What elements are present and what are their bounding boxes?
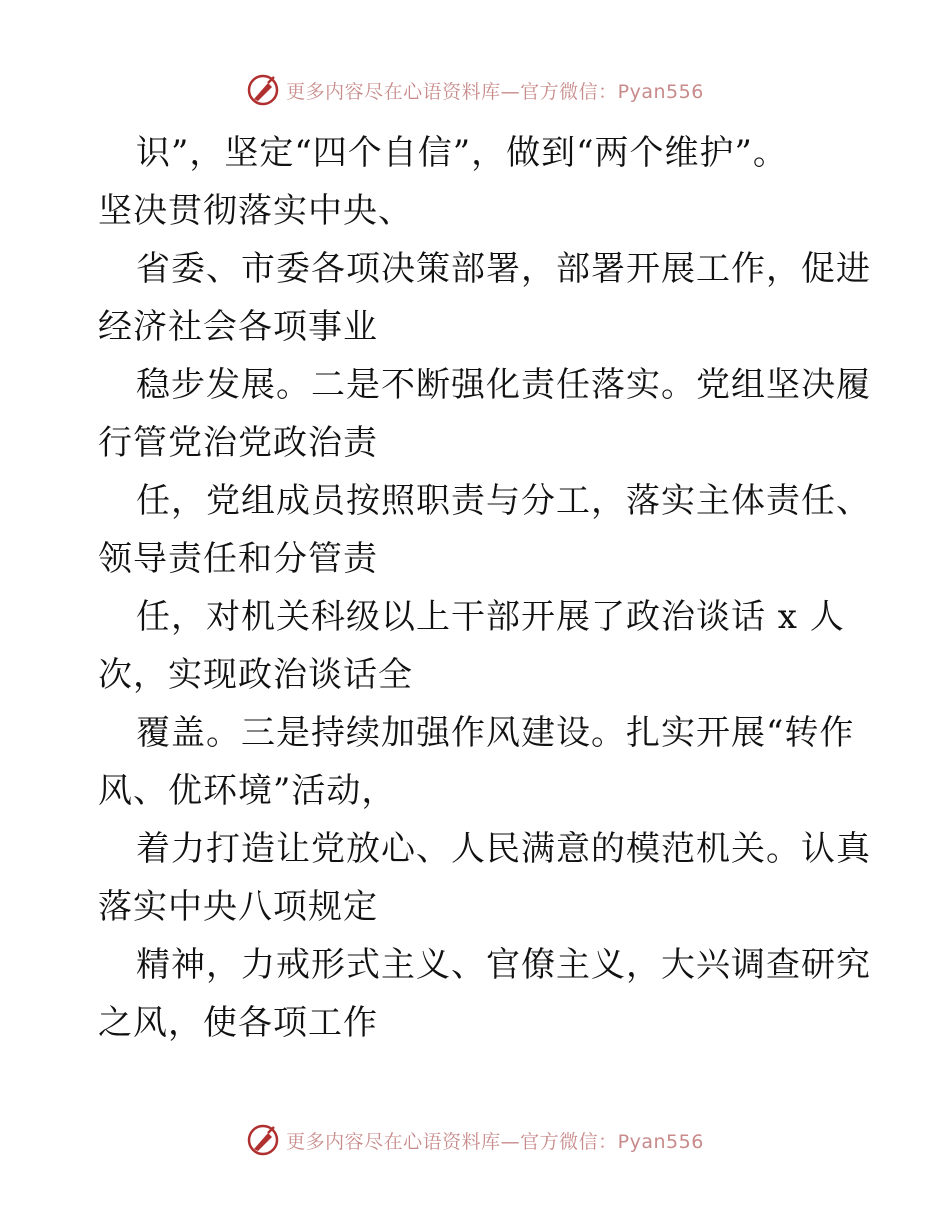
paragraph-line: 着力打造让党放心、人民满意的模范机关。认真 — [136, 829, 871, 869]
paragraph — [98, 936, 871, 1052]
paragraph-line: 省委、市委各项决策部署，部署开展工作，促进 — [136, 249, 871, 289]
watermark-text: 更多内容尽在心语资料库—官方微信：Pyan556 — [286, 80, 704, 103]
header-watermark — [0, 70, 950, 110]
paragraph — [98, 124, 868, 240]
paragraph — [98, 240, 871, 356]
paragraph — [98, 588, 868, 704]
paragraph-line: 次，实现政治谈话全 — [98, 655, 413, 695]
footer-watermark — [0, 1120, 950, 1160]
paragraph — [98, 820, 871, 936]
document-body — [98, 124, 871, 1052]
paragraph — [98, 356, 871, 472]
paragraph-line: 坚决贯彻落实中央、 — [98, 191, 413, 231]
paragraph-line: 精神，力戒形式主义、官僚主义，大兴调查研究 — [136, 945, 871, 985]
watermark-text: 更多内容尽在心语资料库—官方微信：Pyan556 — [286, 1130, 704, 1153]
paragraph — [98, 704, 868, 820]
paragraph-line: 领导责任和分管责 — [98, 539, 378, 579]
pen-logo-icon — [246, 1123, 280, 1157]
paragraph-line: 任，对机关科级以上干部开展了政治谈话 x 人 — [136, 597, 845, 637]
paragraph-line: 之风，使各项工作 — [98, 1003, 378, 1043]
paragraph — [98, 472, 871, 588]
paragraph-line: 落实中央八项规定 — [98, 887, 378, 927]
paragraph-line: 覆盖。三是持续加强作风建设。扎实开展“转作 — [136, 713, 855, 753]
paragraph-line: 行管党治党政治责 — [98, 423, 378, 463]
paragraph-line: 经济社会各项事业 — [98, 307, 378, 347]
pen-logo-icon — [246, 73, 280, 107]
paragraph-line: 识”，坚定“四个自信”，做到“两个维护”。 — [136, 133, 788, 173]
paragraph-line: 风、优环境”活动， — [98, 771, 397, 811]
paragraph-line: 稳步发展。二是不断强化责任落实。党组坚决履 — [136, 365, 871, 405]
paragraph-line: 任，党组成员按照职责与分工，落实主体责任、 — [136, 481, 871, 521]
